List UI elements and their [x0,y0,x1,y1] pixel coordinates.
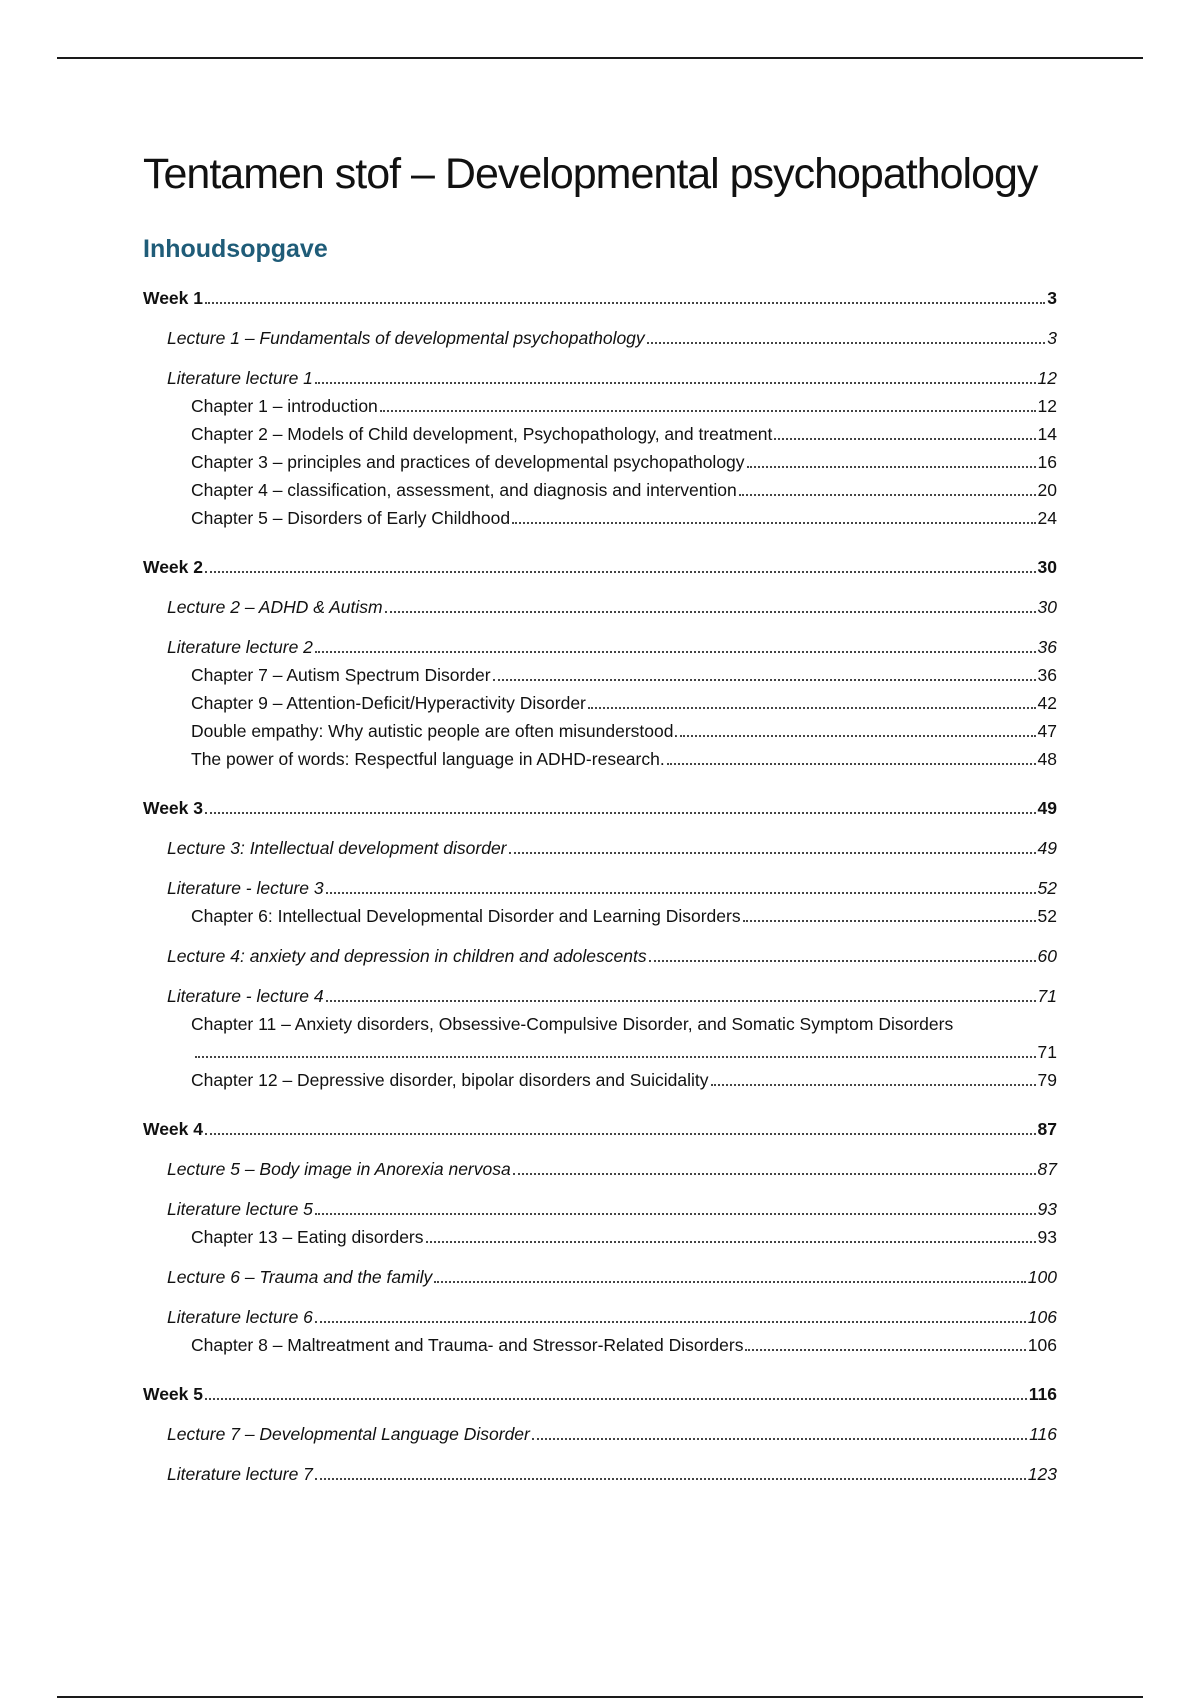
dot-leader [205,571,1036,573]
toc-entry-label: Literature lecture 6 [167,1307,313,1327]
dot-leader [434,1281,1026,1283]
toc-entry-page: 71 [1037,1042,1057,1062]
toc-chapter-entry[interactable] [143,392,1057,420]
footer-rule [57,1696,1143,1698]
table-of-contents [143,284,1057,1488]
toc-lecture-entry[interactable] [143,982,1057,1010]
dot-leader [205,302,1045,304]
toc-entry-page: 100 [1027,1267,1057,1287]
toc-lecture-entry[interactable] [143,1263,1057,1291]
toc-entry-page: 106 [1027,1307,1057,1327]
toc-entry-label: Lecture 5 – Body image in Anorexia nervosa [167,1159,511,1179]
toc-entry-label: Lecture 3: Intellectual development disorder [167,838,507,858]
toc-week-entry[interactable] [143,553,1057,581]
dot-leader [513,1173,1036,1175]
dot-leader [509,852,1036,854]
dot-leader [493,679,1036,681]
toc-chapter-entry[interactable] [143,504,1057,532]
toc-entry-label: Chapter 8 – Maltreatment and Trauma- and Stressor-Related Disorders [191,1335,744,1355]
toc-entry-page: 14 [1037,424,1057,444]
toc-entry-page: 71 [1037,986,1057,1006]
dot-leader [205,1133,1036,1135]
toc-entry-page: 93 [1037,1227,1057,1247]
toc-chapter-entry[interactable] [143,1066,1057,1094]
dot-leader [774,438,1035,440]
toc-lecture-entry[interactable] [143,1420,1057,1448]
toc-lecture-entry[interactable] [143,1195,1057,1223]
dot-leader [532,1438,1027,1440]
header-rule [57,57,1143,59]
page-content [143,140,1057,1488]
toc-entry-label: Lecture 1 – Fundamentals of developmental psychopathology [167,328,645,348]
dot-leader [195,1056,1036,1058]
dot-leader [380,410,1036,412]
toc-week-entry[interactable] [143,1115,1057,1143]
toc-chapter-entry[interactable] [143,420,1057,448]
toc-chapter-entry[interactable] [143,902,1057,930]
dot-leader [512,522,1035,524]
toc-week-entry[interactable] [143,1380,1057,1408]
toc-entry-label: Literature lecture 5 [167,1199,313,1219]
dot-leader [315,651,1036,653]
dot-leader [315,382,1036,384]
dot-leader [649,960,1036,962]
toc-entry-page: 52 [1037,906,1057,926]
toc-entry-page: 87 [1037,1119,1057,1139]
toc-entry-page: 79 [1037,1070,1057,1090]
toc-lecture-entry[interactable] [143,324,1057,352]
toc-chapter-entry[interactable] [143,476,1057,504]
toc-entry-label: Week 1 [143,288,203,308]
dot-leader [743,920,1036,922]
toc-entry-label: Chapter 5 – Disorders of Early Childhood [191,508,511,528]
toc-lecture-entry[interactable] [143,364,1057,392]
toc-entry-label: Lecture 2 – ADHD & Autism [167,597,383,617]
toc-entry-label: Chapter 7 – Autism Spectrum Disorder [191,665,491,685]
toc-week-entry[interactable] [143,284,1057,312]
toc-entry-page: 49 [1037,838,1057,858]
toc-chapter-entry[interactable] [143,448,1057,476]
document-title: Tentamen stof – Developmental psychopathology [143,150,1038,198]
toc-entry-label: Chapter 2 – Models of Child development, Psychopathology, and treatment [191,424,773,444]
toc-entry-label: Week 5 [143,1384,203,1404]
dot-leader [315,1478,1026,1480]
toc-entry-label: Chapter 1 – introduction [191,396,378,416]
toc-entry-label: Double empathy: Why autistic people are often misunderstood. [191,721,679,741]
toc-entry-label: Lecture 7 – Developmental Language Disorder [167,1424,530,1444]
toc-lecture-entry[interactable] [143,633,1057,661]
toc-entry-label: Lecture 4: anxiety and depression in children and adolescents [167,946,647,966]
dot-leader [205,1398,1027,1400]
toc-lecture-entry[interactable] [143,1460,1057,1488]
toc-entry-label: The power of words: Respectful language in ADHD-research. [191,749,665,769]
dot-leader [326,1000,1036,1002]
toc-entry-label: Week 2 [143,557,203,577]
toc-entry-page: 48 [1037,749,1057,769]
toc-entry-label: Chapter 13 – Eating disorders [191,1227,424,1247]
dot-leader [680,735,1035,737]
toc-entry-page: 123 [1027,1464,1057,1484]
toc-chapter-entry[interactable] [143,661,1057,689]
dot-leader [739,494,1036,496]
toc-entry-page: 3 [1047,288,1057,308]
toc-entry-label: Lecture 6 – Trauma and the family [167,1267,433,1287]
dot-leader [588,707,1036,709]
toc-entry-page: 116 [1028,1384,1057,1404]
toc-entry-page: 20 [1037,480,1057,500]
toc-entry-page: 12 [1037,396,1057,416]
toc-entry-page: 36 [1037,665,1057,685]
toc-entry-label: Literature lecture 2 [167,637,313,657]
dot-leader [711,1084,1036,1086]
toc-entry-page: 52 [1037,878,1057,898]
toc-entry-page: 12 [1037,368,1057,388]
toc-chapter-entry[interactable] [143,717,1057,745]
toc-entry-label: Chapter 9 – Attention-Deficit/Hyperactivity Disorder [191,693,586,713]
toc-chapter-entry[interactable] [143,1223,1057,1251]
toc-entry[interactable] [143,1010,1057,1066]
toc-entry-page: 60 [1037,946,1057,966]
dot-leader [426,1241,1036,1243]
toc-entry-page: 49 [1037,798,1057,818]
toc-week-entry[interactable] [143,794,1057,822]
toc-entry-page: 36 [1037,637,1057,657]
toc-entry-label: Chapter 4 – classification, assessment, and diagnosis and intervention [191,480,737,500]
toc-entry-page: 87 [1037,1159,1057,1179]
toc-entry-label: Literature - lecture 4 [167,986,324,1006]
toc-entry-label: Literature lecture 7 [167,1464,313,1484]
toc-lecture-entry[interactable] [143,593,1057,621]
toc-entry-label: Week 4 [143,1119,203,1139]
dot-leader [747,466,1036,468]
dot-leader [326,892,1036,894]
toc-entry-page: 30 [1037,597,1057,617]
toc-entry-page: 16 [1037,452,1057,472]
toc-entry-label: Week 3 [143,798,203,818]
toc-entry-label: Literature lecture 1 [167,368,313,388]
dot-leader [315,1321,1026,1323]
toc-entry-label: Chapter 6: Intellectual Developmental Disorder and Learning Disorders [191,906,741,926]
toc-entry-page: 116 [1029,1424,1057,1444]
toc-entry-label: Literature - lecture 3 [167,878,324,898]
toc-lecture-entry[interactable] [143,1303,1057,1331]
toc-entry-label: Chapter 12 – Depressive disorder, bipolar disorders and Suicidality [191,1070,709,1090]
dot-leader [647,342,1046,344]
dot-leader [667,763,1036,765]
toc-lecture-entry[interactable] [143,942,1057,970]
dot-leader [745,1349,1025,1351]
toc-lecture-entry[interactable] [143,1155,1057,1183]
toc-chapter-entry[interactable] [143,689,1057,717]
toc-entry-page: 106 [1027,1335,1057,1355]
toc-lecture-entry[interactable] [143,874,1057,902]
toc-entry-page: 93 [1037,1199,1057,1219]
toc-entry-page: 47 [1037,721,1057,741]
dot-leader [385,611,1036,613]
dot-leader [315,1213,1036,1215]
toc-chapter-entry[interactable] [143,745,1057,773]
toc-entry-page: 24 [1037,508,1057,528]
toc-heading: Inhoudsopgave [143,235,328,263]
toc-entry-page: 3 [1047,328,1057,348]
toc-entry-page: 42 [1037,693,1057,713]
dot-leader [205,812,1036,814]
toc-entry-label: Chapter 11 – Anxiety disorders, Obsessive-Compulsive Disorder, and Somatic Symptom Disorders [191,1014,954,1034]
toc-chapter-entry[interactable] [143,1331,1057,1359]
toc-entry-label: Chapter 3 – principles and practices of developmental psychopathology [191,452,745,472]
toc-entry-page: 30 [1037,557,1057,577]
toc-lecture-entry[interactable] [143,834,1057,862]
